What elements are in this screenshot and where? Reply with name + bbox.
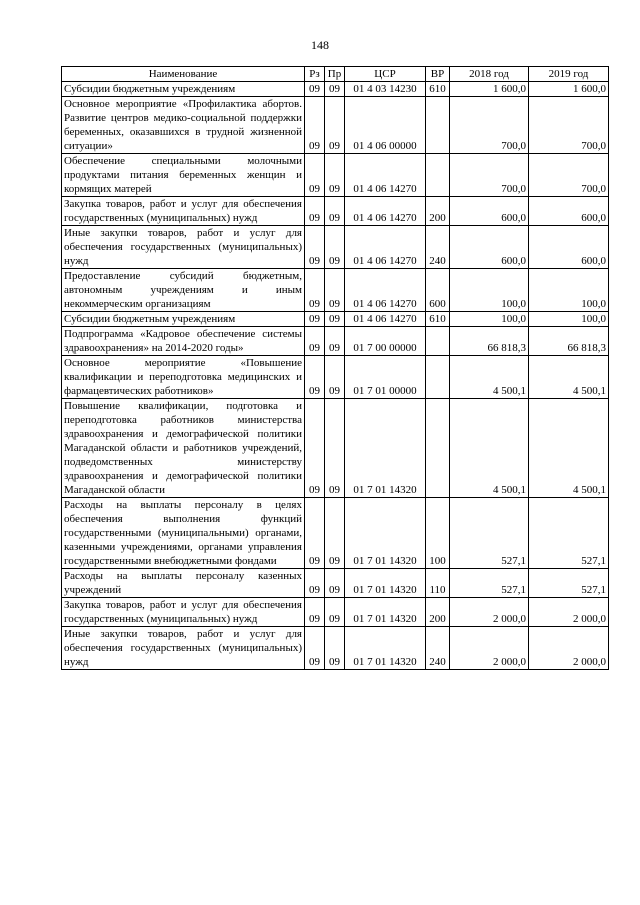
row-2019: 100,0 — [529, 269, 609, 312]
header-name: Наименование — [62, 67, 305, 82]
table-row — [62, 327, 609, 356]
row-csr: 01 7 01 00000 — [345, 356, 426, 399]
row-2019: 2 000,0 — [529, 627, 609, 670]
row-csr: 01 4 06 14270 — [345, 312, 426, 327]
row-2018: 700,0 — [450, 154, 529, 197]
header-vr: ВР — [426, 67, 450, 82]
table-row — [62, 269, 609, 312]
row-vr: 610 — [426, 82, 450, 97]
row-rz: 09 — [305, 498, 325, 569]
row-name: Закупка товаров, работ и услуг для обеспечения государственных (муниципальных) нужд — [62, 598, 305, 627]
row-csr: 01 4 06 14270 — [345, 226, 426, 269]
row-csr: 01 7 01 14320 — [345, 498, 426, 569]
table-row — [62, 82, 609, 97]
row-name: Расходы на выплаты персоналу в целях обеспечения выполнения функций государственными (муниципальными) органами, казенными учреждениями, органами управления государственными внебюджетными фондами — [62, 498, 305, 569]
row-2019: 600,0 — [529, 226, 609, 269]
row-csr: 01 7 00 00000 — [345, 327, 426, 356]
row-name: Субсидии бюджетным учреждениям — [62, 312, 305, 327]
header-csr: ЦСР — [345, 67, 426, 82]
row-pr: 09 — [325, 598, 345, 627]
row-name: Предоставление субсидий бюджетным, автономным учреждениям и иным некоммерческим организациям — [62, 269, 305, 312]
row-vr — [426, 154, 450, 197]
row-2019: 527,1 — [529, 498, 609, 569]
row-vr: 240 — [426, 226, 450, 269]
row-vr — [426, 327, 450, 356]
row-2019: 66 818,3 — [529, 327, 609, 356]
header-pr: Пр — [325, 67, 345, 82]
row-vr: 600 — [426, 269, 450, 312]
row-2019: 2 000,0 — [529, 598, 609, 627]
row-2018: 600,0 — [450, 197, 529, 226]
row-name: Основное мероприятие «Профилактика абортов. Развитие центров медико-социальной поддержки беременных, оказавшихся в трудной жизненной ситуации» — [62, 97, 305, 154]
row-csr: 01 4 06 14270 — [345, 197, 426, 226]
row-rz: 09 — [305, 197, 325, 226]
row-2018: 700,0 — [450, 97, 529, 154]
table-row — [62, 97, 609, 154]
row-csr: 01 4 06 14270 — [345, 154, 426, 197]
row-2019: 4 500,1 — [529, 356, 609, 399]
row-csr: 01 7 01 14320 — [345, 569, 426, 598]
row-pr: 09 — [325, 97, 345, 154]
row-name: Обеспечение специальными молочными продуктами питания беременных женщин и кормящих матерей — [62, 154, 305, 197]
row-csr: 01 7 01 14320 — [345, 598, 426, 627]
row-2018: 100,0 — [450, 312, 529, 327]
row-rz: 09 — [305, 82, 325, 97]
row-rz: 09 — [305, 327, 325, 356]
row-pr: 09 — [325, 82, 345, 97]
table-row — [62, 226, 609, 269]
row-rz: 09 — [305, 312, 325, 327]
row-rz: 09 — [305, 356, 325, 399]
row-csr: 01 7 01 14320 — [345, 399, 426, 498]
row-2018: 1 600,0 — [450, 82, 529, 97]
table-row — [62, 356, 609, 399]
row-2018: 2 000,0 — [450, 598, 529, 627]
table-row — [62, 399, 609, 498]
row-2019: 700,0 — [529, 154, 609, 197]
table-row — [62, 312, 609, 327]
row-pr: 09 — [325, 399, 345, 498]
row-pr: 09 — [325, 312, 345, 327]
table-header-row — [62, 67, 609, 82]
row-2018: 66 818,3 — [450, 327, 529, 356]
row-vr — [426, 399, 450, 498]
row-vr — [426, 97, 450, 154]
row-pr: 09 — [325, 154, 345, 197]
row-csr: 01 7 01 14320 — [345, 627, 426, 670]
row-2018: 4 500,1 — [450, 356, 529, 399]
row-csr: 01 4 03 14230 — [345, 82, 426, 97]
row-vr: 200 — [426, 197, 450, 226]
header-2018: 2018 год — [450, 67, 529, 82]
row-name: Иные закупки товаров, работ и услуг для обеспечения государственных (муниципальных) нужд — [62, 226, 305, 269]
row-vr: 100 — [426, 498, 450, 569]
row-pr: 09 — [325, 269, 345, 312]
row-rz: 09 — [305, 569, 325, 598]
row-rz: 09 — [305, 226, 325, 269]
row-pr: 09 — [325, 356, 345, 399]
table-row — [62, 598, 609, 627]
row-rz: 09 — [305, 627, 325, 670]
row-pr: 09 — [325, 327, 345, 356]
row-2019: 100,0 — [529, 312, 609, 327]
row-name: Иные закупки товаров, работ и услуг для обеспечения государственных (муниципальных) нужд — [62, 627, 305, 670]
row-vr: 200 — [426, 598, 450, 627]
row-2019: 4 500,1 — [529, 399, 609, 498]
row-2019: 700,0 — [529, 97, 609, 154]
row-rz: 09 — [305, 97, 325, 154]
row-2018: 600,0 — [450, 226, 529, 269]
header-rz: Рз — [305, 67, 325, 82]
row-name: Закупка товаров, работ и услуг для обеспечения государственных (муниципальных) нужд — [62, 197, 305, 226]
row-pr: 09 — [325, 498, 345, 569]
budget-table — [61, 66, 609, 670]
page-number: 148 — [311, 38, 329, 52]
row-rz: 09 — [305, 154, 325, 197]
row-vr: 240 — [426, 627, 450, 670]
row-vr: 610 — [426, 312, 450, 327]
row-2018: 527,1 — [450, 498, 529, 569]
row-2018: 100,0 — [450, 269, 529, 312]
table-row — [62, 498, 609, 569]
row-name: Основное мероприятие «Повышение квалификации и переподготовка медицинских и фармацевтических работников» — [62, 356, 305, 399]
row-2019: 1 600,0 — [529, 82, 609, 97]
row-vr: 110 — [426, 569, 450, 598]
row-2018: 2 000,0 — [450, 627, 529, 670]
row-2019: 600,0 — [529, 197, 609, 226]
row-2019: 527,1 — [529, 569, 609, 598]
row-csr: 01 4 06 14270 — [345, 269, 426, 312]
row-name: Расходы на выплаты персоналу казенных учреждений — [62, 569, 305, 598]
row-pr: 09 — [325, 569, 345, 598]
row-2018: 4 500,1 — [450, 399, 529, 498]
table-row — [62, 197, 609, 226]
row-vr — [426, 356, 450, 399]
header-2019: 2019 год — [529, 67, 609, 82]
row-name: Подпрограмма «Кадровое обеспечение системы здравоохранения» на 2014-2020 годы» — [62, 327, 305, 356]
row-2018: 527,1 — [450, 569, 529, 598]
row-rz: 09 — [305, 598, 325, 627]
row-rz: 09 — [305, 269, 325, 312]
table-row — [62, 154, 609, 197]
row-pr: 09 — [325, 226, 345, 269]
row-pr: 09 — [325, 197, 345, 226]
row-csr: 01 4 06 00000 — [345, 97, 426, 154]
row-rz: 09 — [305, 399, 325, 498]
table-row — [62, 627, 609, 670]
table-row — [62, 569, 609, 598]
row-pr: 09 — [325, 627, 345, 670]
row-name: Повышение квалификации, подготовка и переподготовка работников министерства здравоохранения и демографической политики Магаданской области и работников учреждений, подведомственных министерству здравоохранения и демографической политики Магаданской области — [62, 399, 305, 498]
row-name: Субсидии бюджетным учреждениям — [62, 82, 305, 97]
